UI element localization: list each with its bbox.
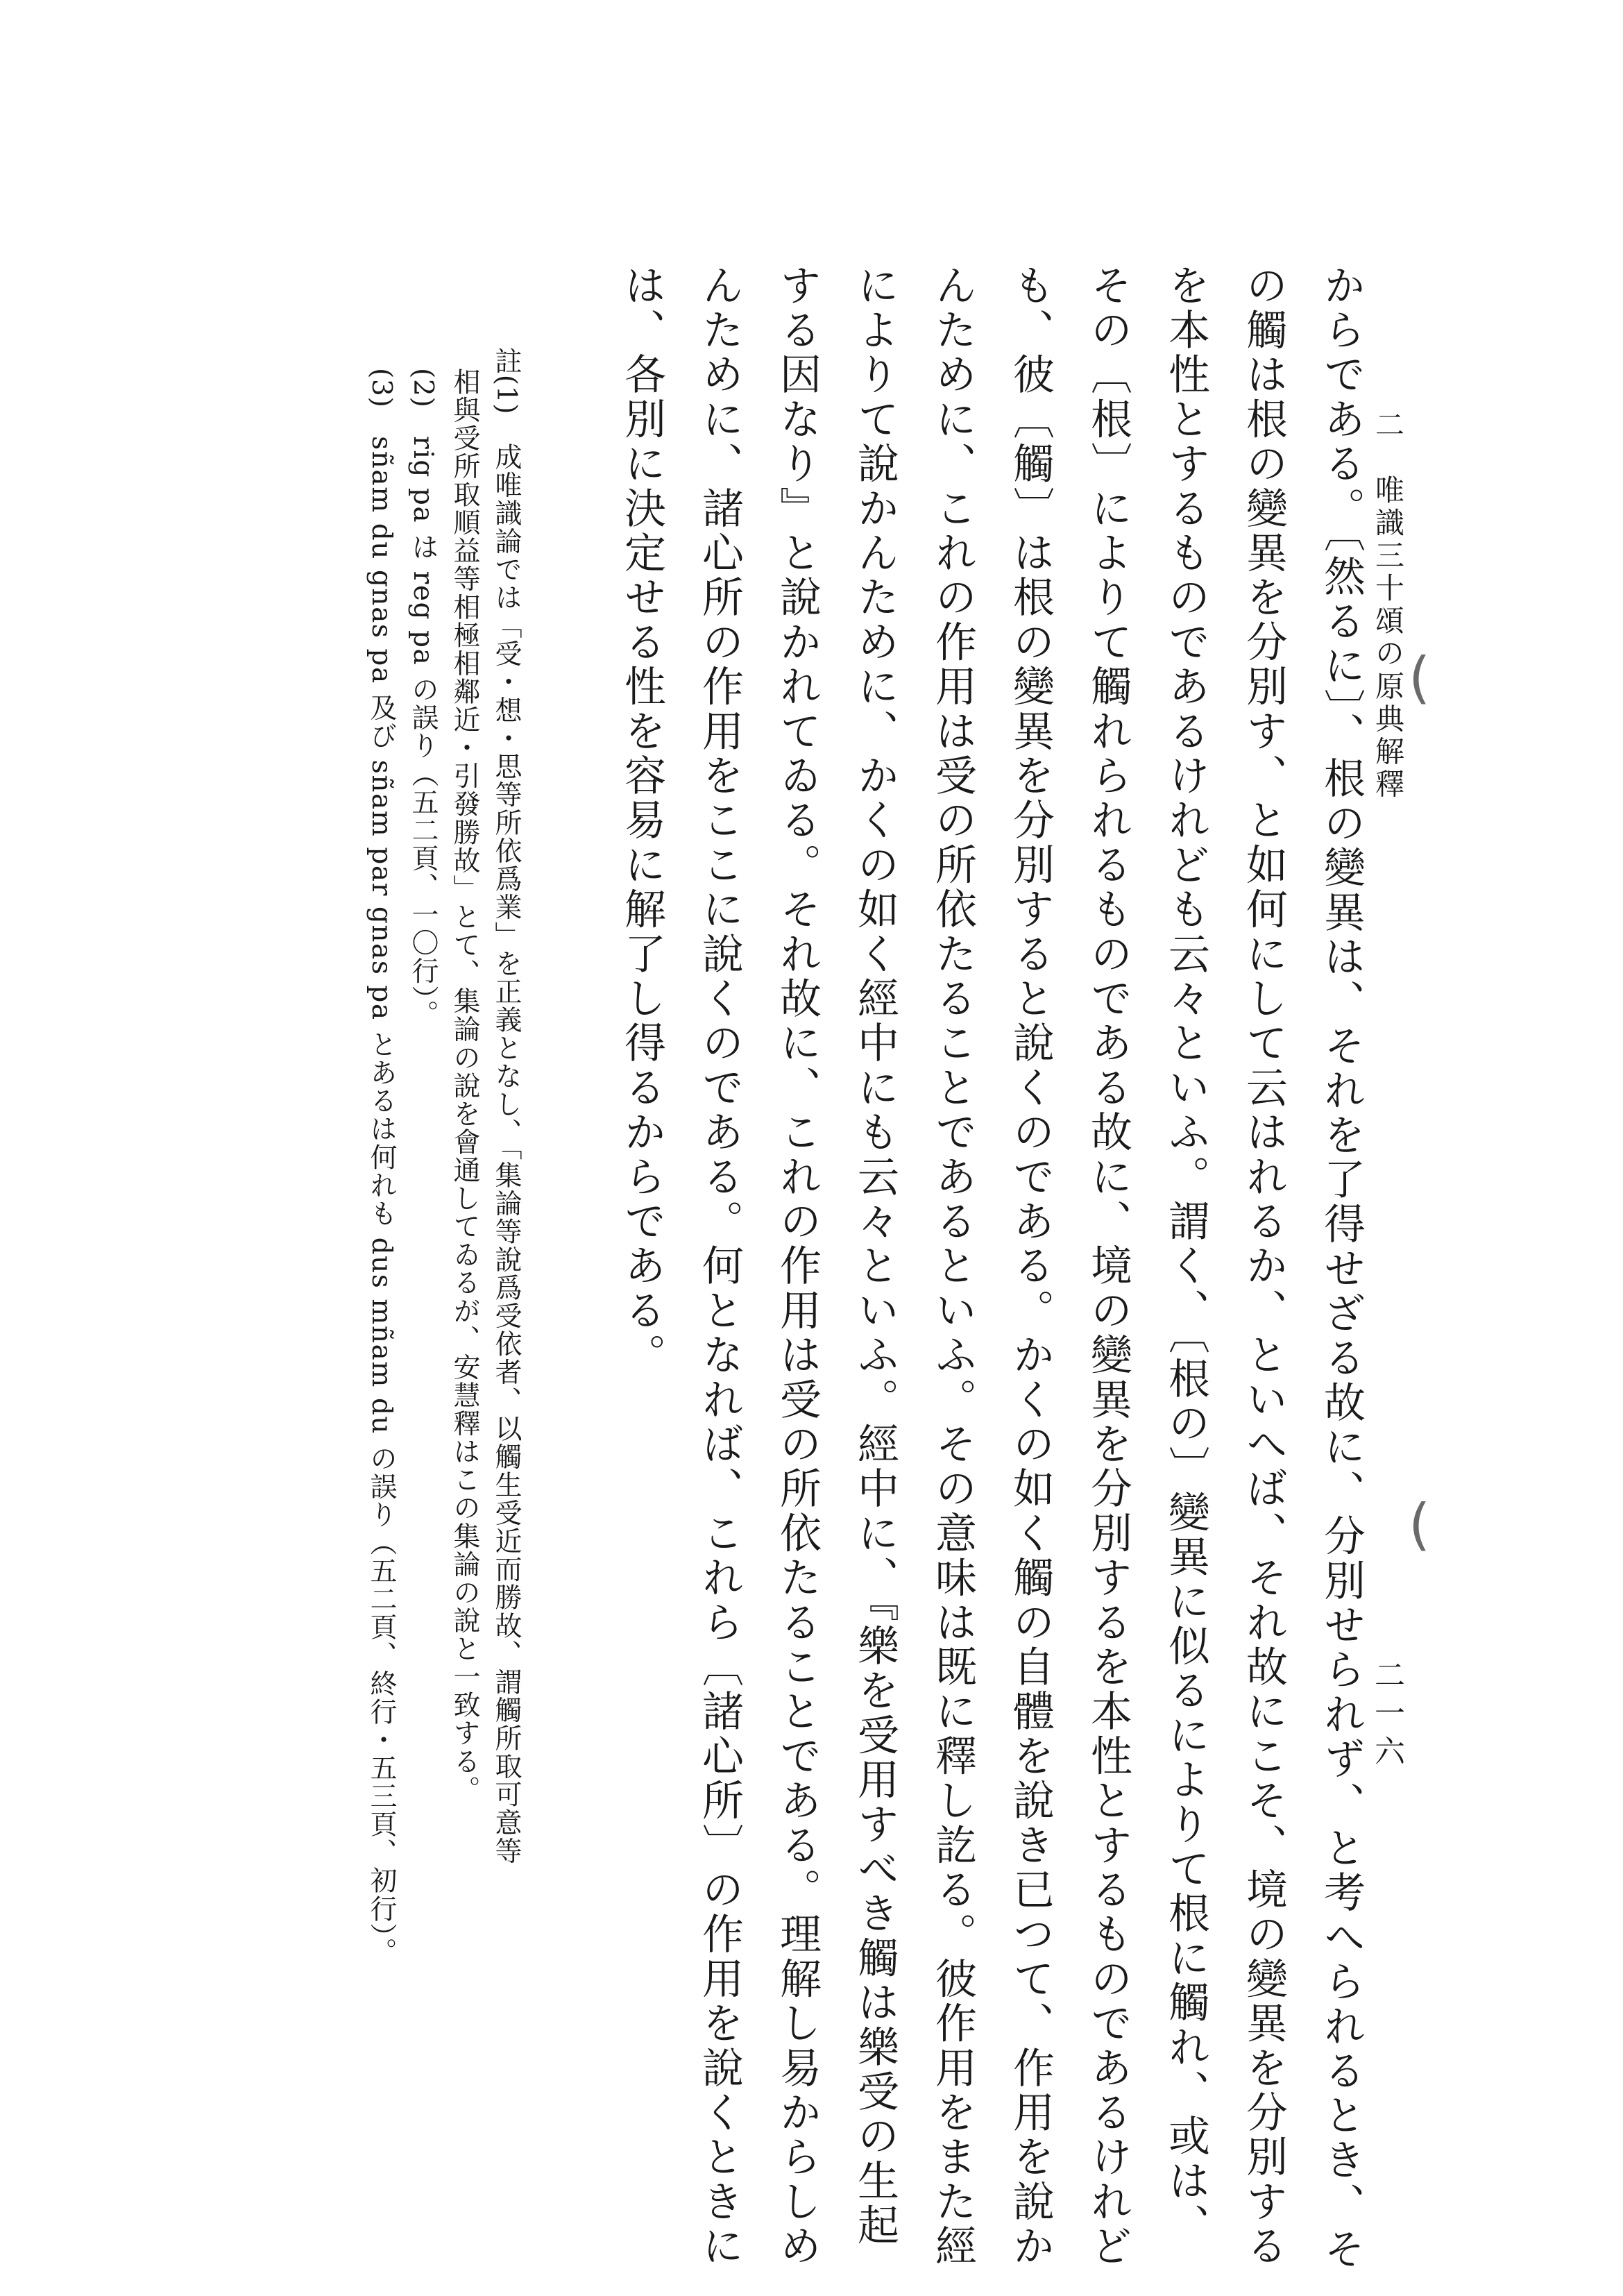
running-head: 二 唯識三十頌の原典解釋	[1371, 410, 1405, 802]
punch-hole-mark: (	[1409, 645, 1431, 710]
footnote-text: sñam du gnas pa 及び sñam par gnas pa とあるは何れも dus mñam du の誤り（五二頁、終行・五三頁、初行）。	[366, 436, 397, 1966]
page-number: 二一六	[1369, 1659, 1404, 1773]
body-line: んために、これの作用は受の所依たることであるといふ。その意味は既に釋し訖る。彼作用をまた經	[928, 264, 977, 2269]
footnote-1-line	[443, 347, 485, 2068]
punch-hole-mark: (	[1409, 1492, 1431, 1557]
footnote-label: (2)	[407, 368, 439, 408]
body-line: は、各別に決定せる性を容易に解了し得るからである。	[618, 264, 666, 1378]
footnote-3-line	[360, 347, 402, 2068]
footnote-1-line	[485, 347, 527, 2068]
footnotes-block	[360, 347, 527, 2068]
footnote-text: 成唯識論では「受・想・思等所依爲業」を正義となし、「集論等說爲受依者、以觸生受近而勝故、謂觸所取可意等	[491, 442, 522, 1865]
body-line: んために、諸心所の作用をここに說くのである。何となれば、これら〔諸心所〕の作用を說くときに	[695, 264, 744, 2269]
footnote-text: 相與受所取順益等相極相鄰近・引發勝故」とて、集論の說を會通してゐるが、安慧釋はこの集論の說と一致する。	[449, 368, 480, 1804]
body-line: も、彼〔觸〕は根の變異を分別すると說くのである。かくの如く觸の自體を說き已つて、作用を說か	[1006, 264, 1055, 2269]
body-line: を本性とするものであるけれども云々といふ。謂く、〔根の〕變異に似るによりて根に觸れ、或は、	[1162, 264, 1210, 2248]
body-line: の觸は根の變異を分別す、と如何にして云はれるか、といへば、それ故にこそ、境の變異を分別する	[1239, 264, 1288, 2269]
body-line: する因なり』と說かれてゐる。それ故に、これの作用は受の所依たることである。理解し易からしめ	[773, 264, 822, 2269]
body-line: からである。〔然るに〕、根の變異は、それを了得せざる故に、分別せられず、と考へられるとき、そ	[1317, 264, 1366, 2272]
footnote-label: (3)	[366, 368, 397, 408]
body-line: によりて說かんために、かくの如く經中にも云々といふ。經中に、『樂を受用すべき觸は樂受の生起	[851, 264, 899, 2248]
footnote-label: 註(1)	[491, 347, 522, 415]
footnote-text: rig pa は reg pa の誤り（五二頁、一〇行）。	[407, 436, 439, 1029]
main-text-block	[603, 264, 1380, 2272]
footnote-2-line	[402, 347, 443, 2068]
body-line: その〔根〕によりて觸れられるものである故に、境の變異を分別するを本性とするものであるけれど	[1084, 264, 1132, 2269]
